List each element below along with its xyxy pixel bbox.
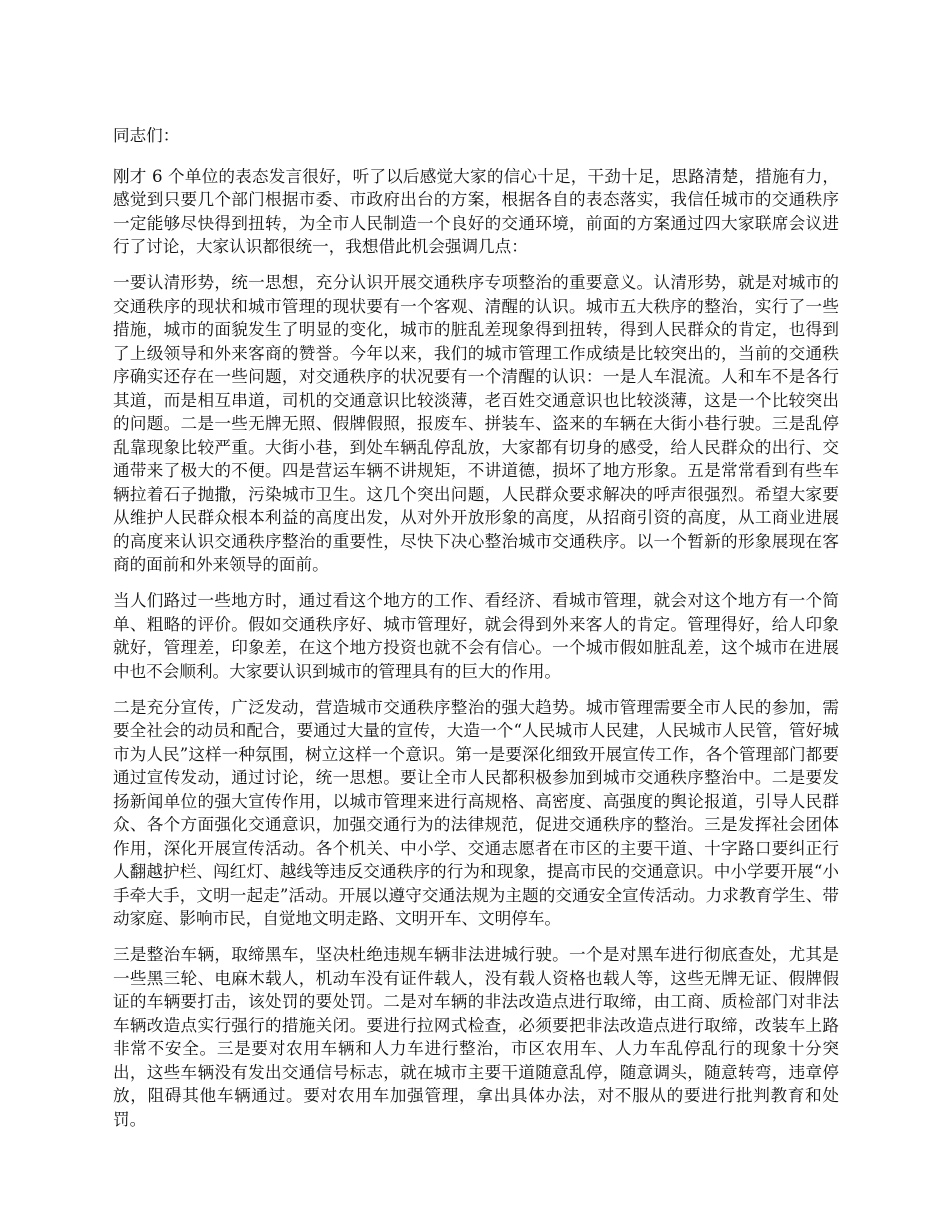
paragraph-point-one: 一要认清形势，统一思想，充分认识开展交通秩序专项整治的重要意义。认清形势，就是对城市的交通秩序的现状和城市管理的现状要有一个客观、清醒的认识。城市五大秩序的整治，实行了一些措施，城市的面貌发生了明显的变化，城市的脏乱差现象得到扭转，得到人民群众的肯定，也得到了上级领导和外来客商的赞誉。今年以来，我们的城市管理工作成绩是比较突出的，当前的交通秩序确实还存在一些问题，对交通秩序的状况要有一个清醒的认识：一是人车混流。人和车不是各行其道，而是相互串道，司机的交通意识比较淡薄，老百姓交通意识也比较淡薄，这是一个比较突出的问题。二是一些无牌无照、假牌假照，报废车、拼装车、盗来的车辆在大街小巷行驶。三是乱停乱靠现象比较严重。大街小巷，到处车辆乱停乱放，大家都有切身的感受，给人民群众的出行、交通带来了极大的不便。四是营运车辆不讲规矩，不讲道德，损坏了地方形象。五是常常看到有些车辆拉着石子抛撒，污染城市卫生。这几个突出问题，人民群众要求解决的呼声很强烈。希望大家要从维护人民群众根本利益的高度出发，从对外开放形象的高度，从招商引资的高度，从工商业进展的高度来认识交通秩序整治的重要性，尽快下决心整治城市交通秩序。以一个暂新的形象展现在客商的面前和外来领导的面前。: [113, 273, 839, 574]
paragraph-city-impression: 当人们路过一些地方时，通过看这个地方的工作、看经济、看城市管理，就会对这个地方有一个简单、粗略的评价。假如交通秩序好、城市管理好，就会得到外来客人的肯定。管理得好，给人印象就好，管理差，印象差，在这个地方投资也就不会有信心。一个城市假如脏乱差，这个城市在进展中也不会顺利。大家要认识到城市的管理具有的巨大的作用。: [113, 591, 839, 681]
paragraph-opening-remarks: 刚才 6 个单位的表态发言很好，听了以后感觉大家的信心十足，干劲十足，思路清楚，措施有力，感觉到只要几个部门根据市委、市政府出台的方案，根据各自的表态落实，我信任城市的交通秩序一定能够尽快得到扭转，为全市人民制造一个良好的交通环境，前面的方案通过四大家联席会议进行了讨论，大家认识都很统一，我想借此机会强调几点：: [113, 166, 839, 256]
document-body: [113, 124, 839, 1144]
paragraph-point-three: 三是整治车辆，取缔黑车，坚决杜绝违规车辆非法进城行驶。一个是对黑车进行彻底查处，尤其是一些黑三轮、电麻木载人，机动车没有证件载人，没有载人资格也载人等，这些无牌无证、假牌假证的车辆要打击，该处罚的要处罚。二是对车辆的非法改造点进行取缔，由工商、质检部门对非法车辆改造点实行强行的措施关闭。要进行拉网式检查，必须要把非法改造点进行取缔，改装车上路非常不安全。三是要对农用车辆和人力车进行整治，市区农用车、人力车乱停乱行的现象十分突出，这些车辆没有发出交通信号标志，就在城市主要干道随意乱停，随意调头，随意转弯，违章停放，阻碍其他车辆通过。要对农用车加强管理，拿出具体办法，对不服从的要进行批判教育和处罚。: [113, 945, 839, 1129]
salutation: 同志们：: [113, 126, 180, 145]
paragraph-point-two: 二是充分宣传，广泛发动，营造城市交通秩序整治的强大趋势。城市管理需要全市人民的参加，需要全社会的动员和配合，要通过大量的宣传，大造一个“人民城市人民建，人民城市人民管，管好城市为人民”这样一种氛围，树立这样一个意识。第一是要深化细致开展宣传工作，各个管理部门都要通过宣传发动，通过讨论，统一思想。要让全市人民都积极参加到城市交通秩序整治中。二是要发扬新闻单位的强大宣传作用，以城市管理来进行高规格、高密度、高强度的舆论报道，引导人民群众、各个方面强化交通意识，加强交通行为的法律规范，促进交通秩序的整治。三是发挥社会团体作用，深化开展宣传活动。各个机关、中小学、交通志愿者在市区的主要干道、十字路口要纠正行人翻越护栏、闯红灯、越线等违反交通秩序的行为和现象，提高市民的交通意识。中小学要开展“小手牵大手，文明一起走”活动。开展以遵守交通法规为主题的交通安全宣传活动。力求教育学生、带动家庭、影响市民，自觉地文明走路、文明开车、文明停车。: [113, 697, 839, 928]
